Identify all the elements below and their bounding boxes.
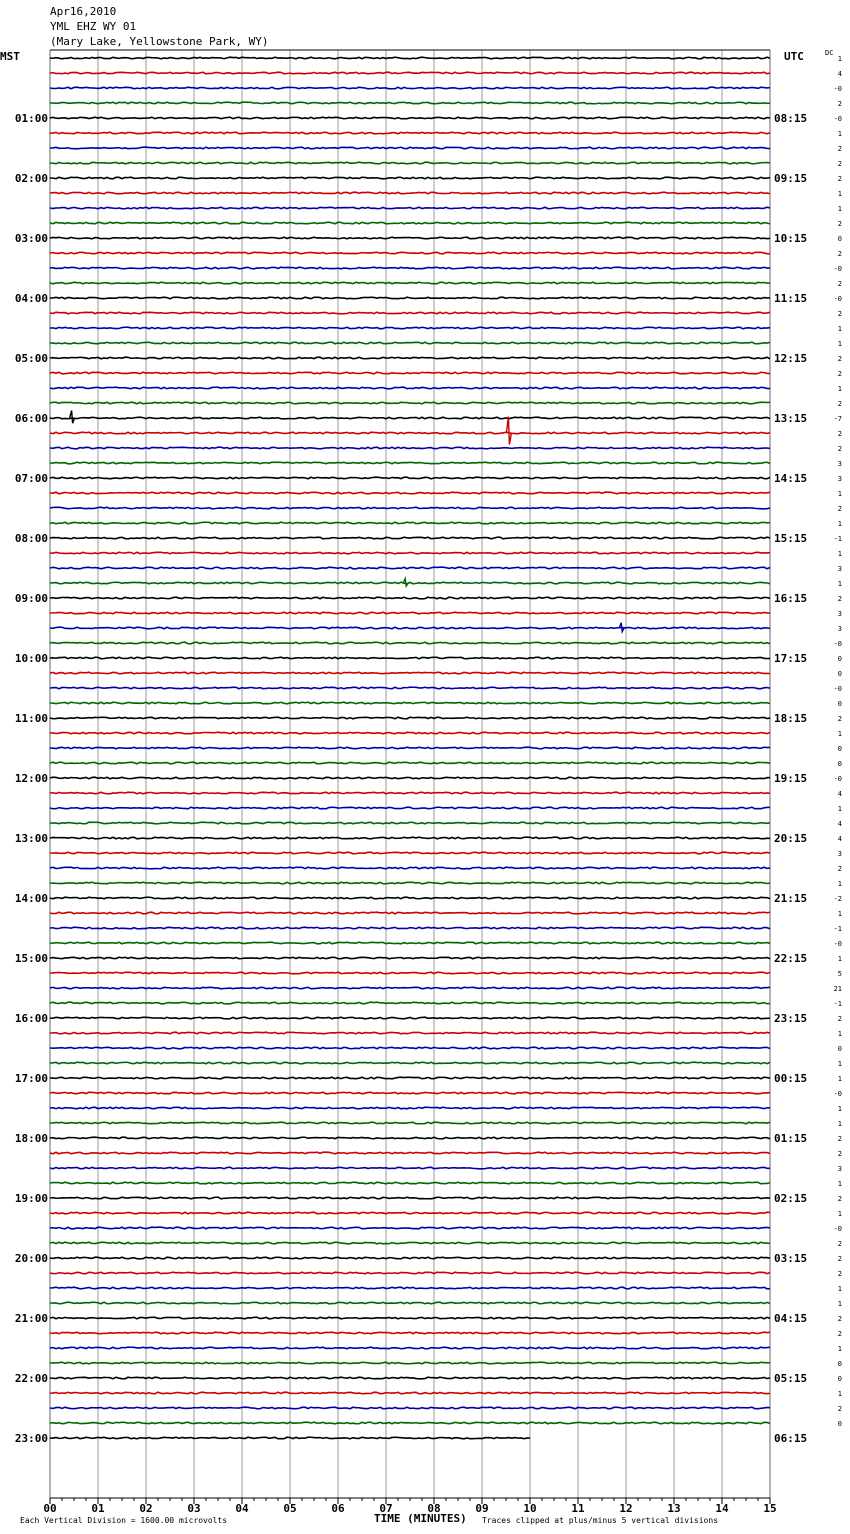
dc-offset-label: 1 [837, 730, 842, 738]
mst-hour-label: 13:00 [14, 832, 48, 845]
utc-hour-label: 17:15 [774, 652, 808, 665]
trace-row [50, 132, 770, 134]
dc-offset-label: 3 [837, 565, 842, 573]
x-tick-label: 01 [91, 1502, 105, 1515]
utc-hour-label: 16:15 [774, 592, 808, 605]
trace-row [50, 897, 770, 899]
trace-row [50, 237, 770, 239]
x-tick-label: 13 [667, 1502, 681, 1515]
trace-row [50, 972, 770, 974]
trace-row [50, 612, 770, 614]
trace-row [50, 987, 770, 989]
trace-row [50, 1377, 770, 1379]
dc-offset-label: 2 [837, 220, 842, 228]
seismic-event [70, 411, 75, 424]
dc-offset-label: 1 [837, 580, 842, 588]
dc-offset-label: 1 [837, 1030, 842, 1038]
dc-offset-label: -7 [833, 415, 842, 423]
trace-row [50, 657, 770, 659]
dc-offset-label: 3 [837, 460, 842, 468]
trace-row [50, 1062, 770, 1064]
dc-offset-label: 1 [837, 490, 842, 498]
mst-hour-label: 21:00 [14, 1312, 48, 1325]
utc-hour-label: 10:15 [774, 232, 808, 245]
dc-offset-label: 2 [837, 1195, 842, 1203]
trace-row [50, 582, 770, 584]
dc-offset-label: 2 [837, 1150, 842, 1158]
trace-row [50, 297, 770, 299]
dc-offset-label: 3 [837, 1165, 842, 1173]
dc-offset-label: 2 [837, 280, 842, 288]
dc-offset-label: -0 [833, 640, 842, 648]
utc-hour-label: 02:15 [774, 1192, 808, 1205]
trace-row [50, 1227, 770, 1229]
x-tick-label: 00 [43, 1502, 57, 1515]
trace-row [50, 942, 770, 944]
dc-offset-label: 1 [837, 955, 842, 963]
utc-hour-label: 20:15 [774, 832, 808, 845]
trace-row [50, 1092, 770, 1094]
trace-row [50, 1272, 770, 1274]
mst-hour-label: 15:00 [14, 952, 48, 965]
trace-row [50, 417, 770, 419]
dc-offset-label: 0 [837, 1360, 842, 1368]
dc-offset-label: 2 [837, 160, 842, 168]
station-code: YML EHZ WY 01 [50, 20, 137, 33]
trace-row [50, 1017, 770, 1019]
utc-hour-label: 05:15 [774, 1372, 808, 1385]
x-tick-label: 15 [763, 1502, 777, 1515]
trace-row [50, 1257, 770, 1259]
trace-row [50, 687, 770, 689]
mst-hour-label: 03:00 [14, 232, 48, 245]
mst-hour-label: 16:00 [14, 1012, 48, 1025]
x-axis-label: TIME (MINUTES) [374, 1512, 467, 1525]
x-tick-label: 02 [139, 1502, 153, 1515]
trace-row [50, 1407, 770, 1409]
utc-hour-label: 12:15 [774, 352, 808, 365]
trace-row [50, 1182, 770, 1184]
axis-labels [15, 55, 842, 1515]
x-tick-label: 14 [715, 1502, 729, 1515]
trace-row [50, 1422, 770, 1424]
dc-offset-label: 2 [837, 1405, 842, 1413]
dc-offset-label: -0 [833, 115, 842, 123]
utc-hour-label: 13:15 [774, 412, 808, 425]
dc-offset-label: 2 [837, 1255, 842, 1263]
x-tick-label: 12 [619, 1502, 633, 1515]
trace-row [50, 732, 770, 734]
dc-offset-label: -0 [833, 295, 842, 303]
trace-row [50, 597, 770, 599]
dc-offset-label: 4 [837, 70, 842, 78]
dc-offset-label: 2 [837, 715, 842, 723]
mst-hour-label: 18:00 [14, 1132, 48, 1145]
dc-offset-label: 3 [837, 625, 842, 633]
dc-offset-label: 1 [837, 1120, 842, 1128]
dc-offset-label: -0 [833, 85, 842, 93]
mst-hour-label: 23:00 [14, 1432, 48, 1445]
dc-offset-label: -0 [833, 265, 842, 273]
trace-row [50, 702, 770, 704]
mst-hour-label: 12:00 [14, 772, 48, 785]
dc-offset-label: 5 [837, 970, 842, 978]
trace-row [50, 1302, 770, 1304]
dc-offset-label: 2 [837, 400, 842, 408]
dc-offset-label: 2 [837, 595, 842, 603]
trace-row [50, 522, 770, 524]
utc-label: UTC [784, 50, 804, 63]
trace-row [50, 882, 770, 884]
mst-hour-label: 17:00 [14, 1072, 48, 1085]
dc-offset-label: 1 [837, 1285, 842, 1293]
trace-row [50, 432, 770, 434]
utc-hour-label: 19:15 [774, 772, 808, 785]
trace-row [50, 807, 770, 809]
dc-offset-label: 2 [837, 250, 842, 258]
trace-row [50, 192, 770, 194]
trace-row [50, 1152, 770, 1154]
dc-offset-label: 21 [833, 985, 842, 993]
trace-row [50, 267, 770, 269]
x-tick-label: 06 [331, 1502, 345, 1515]
x-tick-label: 05 [283, 1502, 297, 1515]
trace-row [50, 1137, 770, 1139]
mst-hour-label: 10:00 [14, 652, 48, 665]
dc-offset-label: 2 [837, 1315, 842, 1323]
dc-offset-label: 2 [837, 310, 842, 318]
dc-offset-label: 2 [837, 1135, 842, 1143]
dc-offset-label: 1 [837, 385, 842, 393]
dc-offset-label: 1 [837, 1060, 842, 1068]
trace-row [50, 1242, 770, 1244]
trace-row [50, 567, 770, 569]
trace-row [50, 957, 770, 959]
trace-row [50, 717, 770, 719]
trace-row [50, 87, 770, 89]
dc-offset-label: 2 [837, 1015, 842, 1023]
dc-offset-label: 1 [837, 1105, 842, 1113]
trace-row [50, 867, 770, 869]
dc-offset-label: 1 [837, 325, 842, 333]
trace-row [50, 1287, 770, 1289]
dc-offset-label: 4 [837, 790, 842, 798]
mst-hour-label: 05:00 [14, 352, 48, 365]
dc-offset-label: 1 [837, 190, 842, 198]
dc-offset-label: 2 [837, 370, 842, 378]
dc-offset-label: 2 [837, 865, 842, 873]
mst-hour-label: 14:00 [14, 892, 48, 905]
seismic-event [403, 579, 408, 587]
x-tick-label: 11 [571, 1502, 585, 1515]
mst-label: MST [0, 50, 20, 63]
trace-row [50, 162, 770, 164]
scale-note: Each Vertical Division = 1600.00 microvolts [20, 1516, 228, 1525]
dc-offset-label: 1 [837, 910, 842, 918]
dc-offset-label: 1 [837, 520, 842, 528]
utc-hour-label: 03:15 [774, 1252, 808, 1265]
dc-offset-label: 1 [837, 805, 842, 813]
trace-row [50, 792, 770, 794]
dc-offset-label: 1 [837, 1345, 842, 1353]
dc-offset-label: 0 [837, 745, 842, 753]
trace-row [50, 1077, 770, 1079]
trace-row [50, 1332, 770, 1334]
trace-row [50, 177, 770, 179]
utc-hour-label: 22:15 [774, 952, 808, 965]
utc-hour-label: 06:15 [774, 1432, 808, 1445]
dc-offset-label: -1 [833, 535, 842, 543]
dc-offset-label: -0 [833, 685, 842, 693]
dc-offset-label: 3 [837, 475, 842, 483]
clip-note: Traces clipped at plus/minus 5 vertical divisions [482, 1516, 719, 1525]
trace-row [50, 342, 770, 344]
x-tick-label: 09 [475, 1502, 489, 1515]
x-tick-label: 03 [187, 1502, 201, 1515]
dc-offset-label: 2 [837, 1270, 842, 1278]
trace-row [50, 1167, 770, 1169]
trace-row [50, 357, 770, 359]
trace-row [50, 1107, 770, 1109]
mst-hour-label: 11:00 [14, 712, 48, 725]
mst-hour-label: 19:00 [14, 1192, 48, 1205]
trace-row [50, 822, 770, 824]
dc-offset-label: 0 [837, 760, 842, 768]
trace-row [50, 852, 770, 854]
trace-row [50, 627, 770, 629]
mst-hour-label: 06:00 [14, 412, 48, 425]
trace-row [50, 642, 770, 644]
utc-hour-label: 00:15 [774, 1072, 808, 1085]
trace-row [50, 252, 770, 254]
dc-offset-label: 1 [837, 1300, 842, 1308]
dc-offset-label: 2 [837, 175, 842, 183]
dc-offset-label: 1 [837, 1180, 842, 1188]
x-tick-label: 10 [523, 1502, 537, 1515]
dc-offset-label: 2 [837, 1330, 842, 1338]
trace-row [50, 72, 770, 74]
dc-offset-label: 4 [837, 835, 842, 843]
trace-row [50, 282, 770, 284]
trace-lines [50, 57, 770, 1439]
trace-row [50, 327, 770, 329]
trace-row [50, 1392, 770, 1394]
trace-row [50, 1197, 770, 1199]
utc-hour-label: 11:15 [774, 292, 808, 305]
dc-offset-label: -2 [833, 895, 842, 903]
dc-offset-label: -0 [833, 940, 842, 948]
trace-row [50, 117, 770, 119]
trace-row [50, 387, 770, 389]
dc-offset-label: 2 [837, 355, 842, 363]
trace-row [50, 492, 770, 494]
dc-offset-label: 1 [837, 130, 842, 138]
trace-row [50, 1317, 770, 1319]
mst-hour-label: 20:00 [14, 1252, 48, 1265]
mst-hour-label: 22:00 [14, 1372, 48, 1385]
trace-row [50, 912, 770, 914]
trace-row [50, 1347, 770, 1349]
dc-offset-label: 1 [837, 1210, 842, 1218]
trace-row [50, 747, 770, 749]
x-tick-label: 08 [427, 1502, 441, 1515]
dc-offset-label: 3 [837, 610, 842, 618]
dc-label: DC [825, 49, 834, 57]
station-location: (Mary Lake, Yellowstone Park, WY) [50, 35, 269, 48]
utc-hour-label: 04:15 [774, 1312, 808, 1325]
dc-offset-label: 2 [837, 445, 842, 453]
dc-offset-label: 0 [837, 670, 842, 678]
plot-date: Apr16,2010 [50, 5, 117, 18]
dc-offset-label: -0 [833, 1090, 842, 1098]
trace-row [50, 372, 770, 374]
dc-offset-label: -0 [833, 775, 842, 783]
trace-row [50, 312, 770, 314]
dc-offset-label: 3 [837, 850, 842, 858]
dc-offset-label: 2 [837, 145, 842, 153]
trace-row [50, 777, 770, 779]
trace-row [50, 147, 770, 149]
utc-hour-label: 23:15 [774, 1012, 808, 1025]
utc-hour-label: 08:15 [774, 112, 808, 125]
trace-row [50, 222, 770, 224]
dc-offset-label: 0 [837, 655, 842, 663]
dc-offset-label: -0 [833, 1225, 842, 1233]
trace-row [50, 447, 770, 449]
dc-offset-label: 2 [837, 430, 842, 438]
utc-hour-label: 21:15 [774, 892, 808, 905]
trace-row [50, 462, 770, 464]
dc-offset-label: 1 [837, 340, 842, 348]
dc-offset-label: 4 [837, 820, 842, 828]
x-tick-label: 07 [379, 1502, 393, 1515]
utc-hour-label: 15:15 [774, 532, 808, 545]
trace-row [50, 927, 770, 929]
dc-offset-label: 0 [837, 1045, 842, 1053]
trace-row [50, 477, 770, 479]
trace-row [50, 507, 770, 509]
utc-hour-label: 14:15 [774, 472, 808, 485]
trace-row [50, 102, 770, 104]
seismic-event [506, 417, 511, 445]
mst-hour-label: 01:00 [14, 112, 48, 125]
mst-hour-label: 09:00 [14, 592, 48, 605]
trace-row [50, 762, 770, 764]
dc-offset-label: 0 [837, 235, 842, 243]
dc-offset-label: 2 [837, 1240, 842, 1248]
mst-hour-label: 08:00 [14, 532, 48, 545]
utc-hour-label: 18:15 [774, 712, 808, 725]
utc-hour-label: 01:15 [774, 1132, 808, 1145]
dc-offset-label: -1 [833, 925, 842, 933]
dc-offset-label: 1 [837, 550, 842, 558]
trace-row [50, 1122, 770, 1124]
dc-offset-label: 1 [837, 205, 842, 213]
mst-hour-label: 02:00 [14, 172, 48, 185]
dc-offset-label: 0 [837, 1420, 842, 1428]
trace-row [50, 537, 770, 539]
trace-row [50, 402, 770, 404]
dc-offset-label: -1 [833, 1000, 842, 1008]
trace-row [50, 672, 770, 674]
trace-row [50, 837, 770, 839]
trace-row [50, 1212, 770, 1214]
trace-row [50, 552, 770, 554]
dc-offset-label: 1 [837, 1390, 842, 1398]
dc-offset-label: 0 [837, 1375, 842, 1383]
dc-offset-label: 0 [837, 700, 842, 708]
trace-row [50, 1032, 770, 1034]
trace-row [50, 1047, 770, 1049]
dc-offset-label: 2 [837, 100, 842, 108]
dc-offset-label: 1 [837, 1075, 842, 1083]
mst-hour-label: 04:00 [14, 292, 48, 305]
x-tick-label: 04 [235, 1502, 249, 1515]
dc-offset-label: 1 [837, 880, 842, 888]
trace-row [50, 1002, 770, 1004]
trace-row [50, 1362, 770, 1364]
dc-offset-label: 1 [837, 55, 842, 63]
dc-offset-label: 2 [837, 505, 842, 513]
trace-row [50, 57, 770, 59]
utc-hour-label: 09:15 [774, 172, 808, 185]
mst-hour-label: 07:00 [14, 472, 48, 485]
trace-row [50, 207, 770, 209]
